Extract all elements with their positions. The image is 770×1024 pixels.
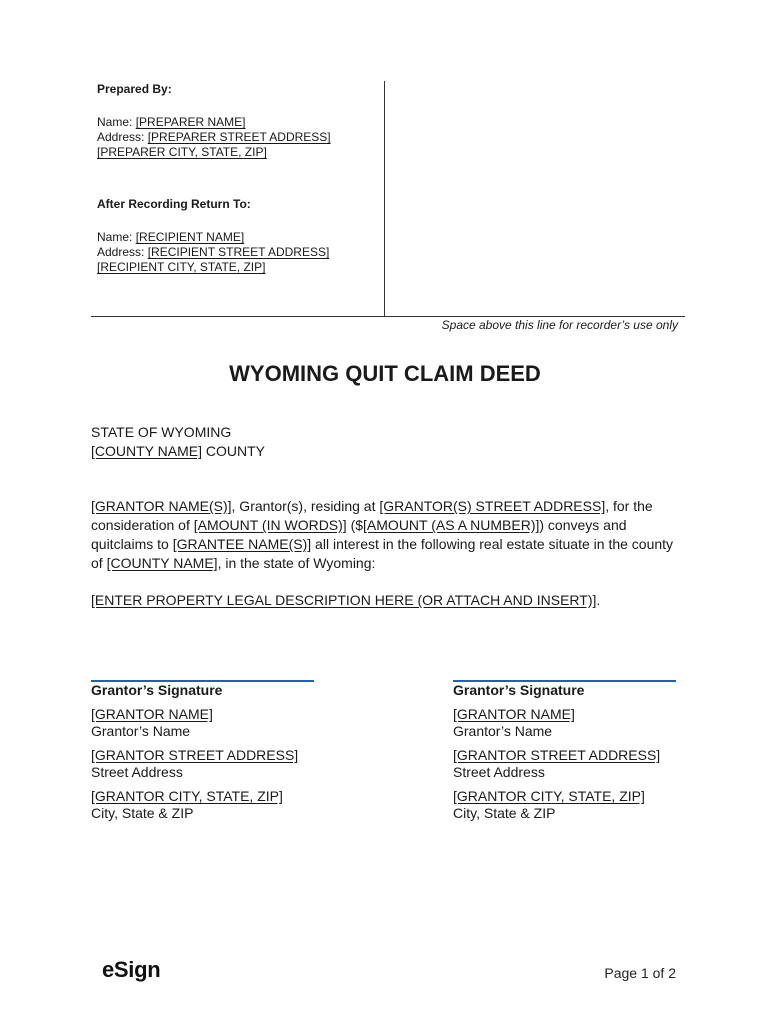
grantor-name-caption: Grantor’s Name — [453, 723, 553, 739]
signature-block-2 — [453, 682, 660, 829]
paragraph-text: , for the consideration of — [91, 498, 653, 533]
grantee-names-field[interactable]: [GRANTEE NAME(S)] — [172, 536, 312, 552]
recipient-name-row — [97, 230, 329, 245]
grantor-names-field[interactable]: [GRANTOR NAME(S)] — [91, 498, 232, 514]
recipient-name-field[interactable]: [RECIPIENT NAME] — [135, 230, 245, 244]
recipient-name-label: Name: — [97, 230, 133, 244]
preparer-name-row — [97, 115, 331, 130]
preparer-name-field[interactable]: [PREPARER NAME] — [135, 115, 246, 129]
state-line: STATE OF WYOMING — [91, 424, 232, 440]
paragraph-county-field[interactable]: [COUNTY NAME] — [106, 555, 218, 571]
return-to-heading: After Recording Return To: — [97, 197, 251, 211]
preparer-block — [97, 82, 331, 160]
grantor-city-group — [91, 788, 298, 822]
grantor-city-caption: City, State & ZIP — [453, 805, 556, 821]
document-title: WYOMING QUIT CLAIM DEED — [229, 361, 541, 386]
page-number: Page 1 of 2 — [604, 965, 676, 981]
legal-description-line — [91, 591, 600, 610]
preparer-address-label: Address: — [97, 130, 145, 144]
grantor-name-field[interactable]: [GRANTOR NAME] — [453, 706, 575, 722]
paragraph-text: ) conveys and quitclaims to — [91, 517, 627, 552]
paragraph-text: all interest in the following real estate situate in the county of — [91, 536, 674, 571]
recipient-city-field[interactable]: [RECIPIENT CITY, STATE, ZIP] — [97, 260, 266, 274]
grantor-street-caption: Street Address — [91, 764, 183, 780]
amount-words-field[interactable]: [AMOUNT (IN WORDS)] — [193, 517, 347, 533]
grantor-city-caption: City, State & ZIP — [91, 805, 194, 821]
recipient-address-field[interactable]: [RECIPIENT STREET ADDRESS] — [147, 245, 330, 259]
recipient-address-label: Address: — [97, 245, 145, 259]
county-field[interactable]: [COUNTY NAME] — [91, 443, 202, 459]
paragraph-text: ($ — [346, 517, 364, 533]
grantor-street-field[interactable]: [GRANTOR STREET ADDRESS] — [453, 747, 661, 763]
amount-number-field[interactable]: [AMOUNT (AS A NUMBER)] — [363, 517, 540, 533]
grantor-name-field[interactable]: [GRANTOR NAME] — [91, 706, 213, 722]
legal-description-suffix: . — [596, 592, 601, 608]
recorder-vertical-divider — [384, 81, 385, 317]
grantor-city-group — [453, 788, 660, 822]
county-suffix: COUNTY — [201, 443, 265, 459]
return-to-block — [97, 197, 329, 275]
signature-label: Grantor’s Signature — [91, 682, 223, 698]
esign-logo: eSign — [102, 957, 161, 982]
paragraph-text: , in the state of Wyoming: — [217, 555, 376, 571]
recorder-horizontal-divider — [91, 316, 685, 317]
conveyance-paragraph — [91, 497, 681, 573]
grantor-address-field[interactable]: [GRANTOR(S) STREET ADDRESS] — [379, 498, 606, 514]
signature-block-1 — [91, 682, 298, 829]
preparer-heading: Prepared By: — [97, 82, 172, 96]
preparer-name-label: Name: — [97, 115, 133, 129]
preparer-city-field[interactable]: [PREPARER CITY, STATE, ZIP] — [97, 145, 267, 159]
paragraph-text: , Grantor(s), residing at — [231, 498, 380, 514]
grantor-street-field[interactable]: [GRANTOR STREET ADDRESS] — [91, 747, 299, 763]
grantor-address-group — [453, 747, 660, 781]
grantor-name-caption: Grantor’s Name — [91, 723, 191, 739]
grantor-street-caption: Street Address — [453, 764, 545, 780]
grantor-name-group — [91, 706, 298, 740]
signature-label: Grantor’s Signature — [453, 682, 585, 698]
grantor-city-field[interactable]: [GRANTOR CITY, STATE, ZIP] — [91, 788, 283, 804]
grantor-city-field[interactable]: [GRANTOR CITY, STATE, ZIP] — [453, 788, 645, 804]
county-line — [91, 442, 265, 461]
recorder-note: Space above this line for recorder’s use only — [441, 318, 678, 332]
grantor-name-group — [453, 706, 660, 740]
recipient-address-row — [97, 245, 329, 260]
preparer-address-row — [97, 130, 331, 145]
venue-block — [91, 423, 265, 461]
preparer-address-field[interactable]: [PREPARER STREET ADDRESS] — [147, 130, 331, 144]
grantor-address-group — [91, 747, 298, 781]
legal-description-field[interactable]: [ENTER PROPERTY LEGAL DESCRIPTION HERE (OR ATTACH AND INSERT)] — [91, 592, 597, 608]
